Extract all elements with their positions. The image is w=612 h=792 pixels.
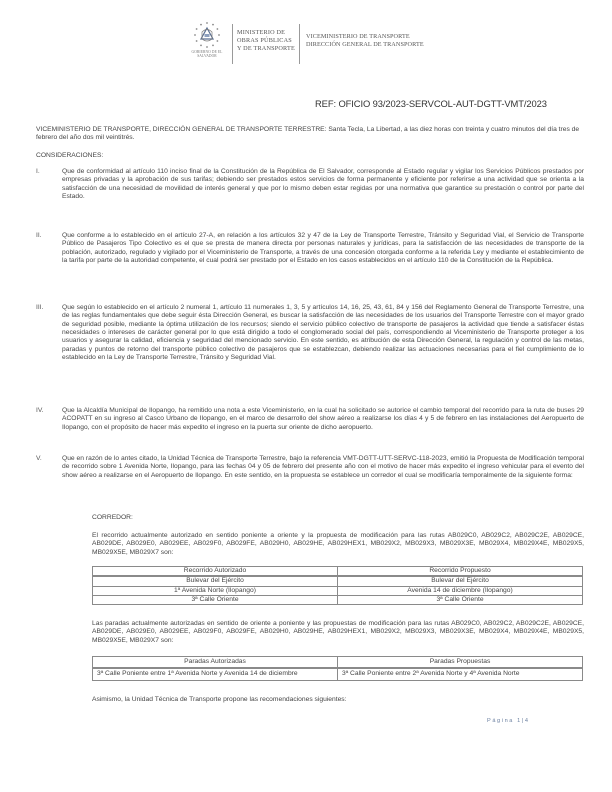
ministry-line: MINISTERIO DE	[237, 29, 286, 36]
table-cell: 3ª Calle Oriente	[93, 595, 338, 604]
route-paragraph: El recorrido actualmente autorizado en sentido poniente a oriente y la propuesta de modificación para las rutas AB029C0, AB029C2, AB029C2E, AB029CE, AB029DE, AB029E0, AB029EE, AB029F0, AB029FE, AB029H0, AB029HE, AB029HEX1, MB029X2, MB029X3, MB029X3E, MB029X4, MB029X4E, MB029X5, MB029X5E, MB029X7 son:	[92, 532, 584, 556]
table-cell: 3ª Calle Poniente entre 1ª Avenida Norte y Avenida 14 de diciembre	[93, 668, 338, 680]
table-header: Recorrido Autorizado	[93, 567, 338, 577]
vice-line: DIRECCIÓN GENERAL DE TRANSPORTE	[306, 41, 424, 49]
table-row	[93, 668, 583, 680]
reference-number: REF: OFICIO 93/2023-SERVCOL-AUT-DGTT-VMT/2023	[315, 98, 547, 109]
letterhead	[186, 20, 424, 66]
seal-caption: GOBIERNO DE EL SALVADOR	[191, 50, 223, 58]
consideration-item	[36, 304, 584, 362]
corridor-title: CORREDOR:	[92, 514, 133, 521]
item-text: Que en razón de lo antes citado, la Unidad Técnica de Transporte Terrestre, bajo la referencia VMT-DGTT-UTT-SERVC-118-2023, emitió la Propuesta de Modificación temporal de recorrido sobre 1 Avenida Norte, Ilopango, para las fechas 04 y 05 de febrero del presente año con el motivo de hacer más expedito el ingreso vehicular para el evento del show aéreo a realizarse en el Aeropuerto de Ilopango. En este sentido, en la propuesta se establece un corredor el cual se modificaría temporalmente de la siguiente forma:	[62, 455, 584, 479]
consideration-item	[36, 168, 584, 201]
item-numeral: V.	[36, 455, 42, 462]
coat-of-arms-icon	[192, 20, 222, 50]
table-cell: Bulevar del Ejército	[338, 576, 583, 586]
table-header: Paradas Propuestas	[338, 657, 583, 669]
government-seal	[186, 20, 228, 58]
intro-paragraph: VICEMINISTERIO DE TRANSPORTE, DIRECCIÓN GENERAL DE TRANSPORTE TERRESTRE: Santa Tecla, La Libertad, a las diez horas con treinta y cuatro minutos del día tres de febrero del año dos mil veintitrés.	[36, 126, 580, 142]
consideration-item	[36, 455, 584, 480]
ministry-name	[237, 20, 295, 54]
page-number: Página 1|4	[487, 718, 530, 724]
table-cell: 3ª Calle Poniente entre 2ª Avenida Norte y 4ª Avenida Norte	[338, 668, 583, 680]
table-cell: Avenida 14 de diciembre (Ilopango)	[338, 586, 583, 595]
consideration-item	[36, 407, 584, 432]
table-row	[93, 576, 583, 586]
header-divider	[299, 24, 300, 64]
item-text: Que conforme a lo establecido en el artículo 27-A, en relación a los artículos 32 y 47 de la Ley de Transporte Terrestre, Tránsito y Seguridad Vial, el Servicio de Transporte Público de Pasajeros Tipo Colectivo es el que se presta de manera directa por personas naturales y jurídicas, para la satisfacción de las necesidades de transporte de la población, autorizado, regulado y vigilado por el Viceministerio de Transporte, a través de una concesión otorgada conforme a la referida Ley y mediante el establecimiento de la tarifa por parte de la autoridad competente, el cual podrá ser prestado por el Estado en los casos establecidos en el artículo 110 de la Constitución de la República.	[62, 232, 584, 265]
item-numeral: I.	[36, 168, 40, 175]
consideration-item	[36, 232, 584, 265]
table-cell: Bulevar del Ejército	[93, 576, 338, 586]
stops-paragraph: Las paradas actualmente autorizadas en sentido de oriente a poniente y las propuestas de modificación para las rutas AB029C0, AB029C2, AB029C2E, AB029CE, AB029DE, AB029E0, AB029EE, AB029F0, AB029FE, AB029H0, AB029HE, AB029HEX1, MB029X2, MB029X3, MB029X3E, MB029X4, MB029X4E, MB029X5, MB029X5E, MB029X7 son:	[92, 620, 584, 644]
item-numeral: III.	[36, 304, 44, 311]
table-header-row	[93, 567, 583, 577]
ministry-line: OBRAS PÚBLICAS	[237, 37, 292, 45]
item-text: Que de conformidad al artículo 110 inciso final de la Constitución de la República de El Salvador, corresponde al Estado regular y vigilar los Servicios Públicos prestados por empresas privadas y la aprobación de sus tarifas; debiendo ser prestados estos servicios de forma permanente y eficiente por referirse a una actividad que se orienta a la satisfacción de una necesidad de movilidad de interés general y que por lo mismo deben estar regidas por una normativa que garantice su prestación o control por parte del Estado.	[62, 168, 584, 201]
item-numeral: II.	[36, 232, 42, 239]
table-header-row	[93, 657, 583, 669]
item-text: Que según lo establecido en el artículo 2 numeral 1, artículo 11 numerales 1, 3, 5 y artículos 14, 16, 25, 43, 61, 84 y 156 del Reglamento General de Transporte Terrestre, una de las reglas fundamentales que debe seguir ésta Dirección General, es buscar la satisfacción de las necesidades de los usuarios del Transporte Terrestre con el mayor grado de seguridad posible, mediante la óptima utilización de los recursos; siendo el servicio público colectivo de transporte de pasajeros la actividad que tiende a satisfacer éstas necesidades o intereses de carácter general por lo que está dirigido a todo el conglomerado social del país, correspondiendo al Viceministerio de Transporte proteger a los usuarios y asegurar la calidad, eficiencia y seguridad del mencionado servicio. En este sentido, es atribución de esta Dirección General, la regulación y control de las metas, paradas y puntos de retorno del transporte público colectivo de pasajeros que se establezcan, debiendo realizar las actuaciones necesarias para el fiel cumplimiento de lo establecido en la Ley de Transporte Terrestre, Tránsito y Seguridad Vial.	[62, 304, 584, 362]
stops-table	[92, 656, 583, 681]
item-numeral: IV.	[36, 407, 44, 414]
route-table	[92, 566, 583, 605]
closing-paragraph: Asimismo, la Unidad Técnica de Transporte propone las recomendaciones siguientes:	[92, 696, 347, 703]
viceministry-name	[304, 20, 424, 49]
table-header: Paradas Autorizadas	[93, 657, 338, 669]
table-row	[93, 595, 583, 604]
item-text: Que la Alcaldía Municipal de Ilopango, ha remitido una nota a este Viceministerio, en la cual ha solicitado se autorice el cambio temporal del recorrido para la ruta de buses 29 ACOPATT en su ingreso al Casco Urbano de Ilopango, en el marco de desarrollo del show aéreo a realizarse los días 4 y 5 de febrero en las instalaciones del Aeropuerto de Ilopango, con el propósito de hacer más expedito el ingreso en la puerta sur oriente de dicho aeropuerto.	[62, 407, 584, 431]
table-header: Recorrido Propuesto	[338, 567, 583, 577]
vice-line: VICEMINISTERIO DE TRANSPORTE	[306, 33, 410, 40]
table-cell: 1ª Avenida Norte (Ilopango)	[93, 586, 338, 595]
header-divider	[232, 24, 233, 64]
table-row	[93, 586, 583, 595]
ministry-line: Y DE TRANSPORTE	[237, 45, 295, 53]
table-cell: 3ª Calle Oriente	[338, 595, 583, 604]
considerations-title: CONSIDERACIONES:	[36, 152, 104, 159]
